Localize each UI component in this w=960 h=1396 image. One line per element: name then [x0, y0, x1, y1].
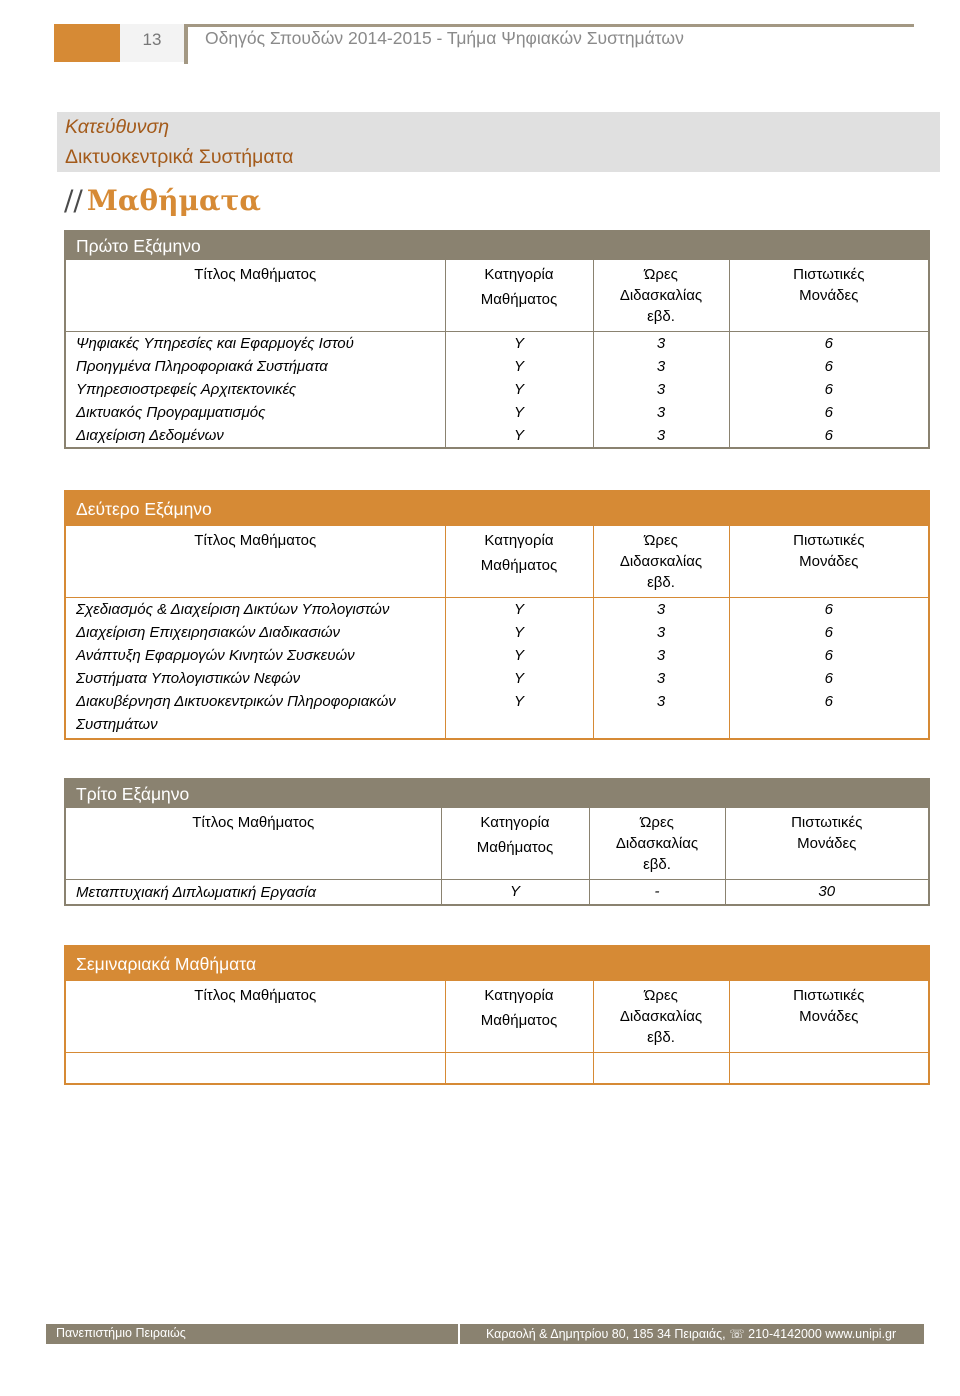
page-number: 13	[120, 24, 184, 62]
course-credits: 6	[729, 598, 929, 622]
course-title: Υπηρεσιοστρεφείς Αρχιτεκτονικές	[76, 381, 297, 398]
course-category: Υ	[445, 644, 593, 667]
course-category: Υ	[445, 690, 593, 739]
course-hours: 3	[593, 621, 729, 644]
semester-title: Τρίτο Εξάμηνο	[65, 779, 929, 808]
heading-slashes: //	[64, 184, 83, 217]
document-title: Οδηγός Σπουδών 2014-2015 - Τμήμα Ψηφιακών Συστημάτων	[205, 28, 684, 48]
course-credits: 30	[725, 880, 929, 906]
direction-label: Κατεύθυνση	[65, 116, 170, 138]
table-row	[65, 690, 929, 739]
course-title: Ψηφιακές Υπηρεσίες και Εφαρμογές Ιστού	[76, 335, 354, 352]
course-credits: 6	[729, 332, 929, 356]
course-title: Σχεδιασμός & Διαχείριση Δικτύων Υπολογιστών	[76, 601, 390, 618]
table-row	[65, 598, 929, 622]
col-header-hours: Ώρες Διδασκαλίας εβδ.	[589, 808, 725, 880]
semester-title: Σεμιναριακά Μαθήματα	[65, 946, 929, 981]
col-header-category: Κατηγορία Μαθήματος	[445, 260, 593, 332]
table-row	[65, 355, 929, 378]
empty-row	[65, 1053, 929, 1085]
col-header-hours: Ώρες Διδασκαλίας εβδ.	[593, 981, 729, 1053]
col-header-credits: Πιστωτικές Μονάδες	[729, 260, 929, 332]
course-category: Υ	[445, 355, 593, 378]
footer-university: Πανεπιστήμιο Πειραιώς	[56, 1326, 186, 1340]
semester-table-2	[64, 490, 930, 740]
course-credits: 6	[729, 644, 929, 667]
col-header-credits: Πιστωτικές Μονάδες	[725, 808, 929, 880]
semester-table-3	[64, 778, 930, 906]
col-header-title: Τίτλος Μαθήματος	[65, 981, 445, 1053]
table-row	[65, 424, 929, 448]
heading-text: Μαθήματα	[86, 184, 261, 217]
course-credits: 6	[729, 667, 929, 690]
courses-heading	[64, 184, 261, 217]
course-hours: 3	[593, 690, 729, 739]
course-hours: 3	[593, 424, 729, 448]
course-hours: 3	[593, 378, 729, 401]
course-category: Υ	[445, 667, 593, 690]
table-row	[65, 401, 929, 424]
col-header-hours: Ώρες Διδασκαλίας εβδ.	[593, 260, 729, 332]
course-hours: 3	[593, 644, 729, 667]
col-header-category: Κατηγορία Μαθήματος	[441, 808, 589, 880]
course-hours: 3	[593, 598, 729, 622]
direction-box	[57, 112, 940, 172]
course-title: Συστήματα Υπολογιστικών Νεφών	[76, 670, 301, 687]
course-credits: 6	[729, 378, 929, 401]
course-title: Προηγμένα Πληροφοριακά Συστήματα	[76, 358, 328, 375]
header-accent-block	[54, 24, 120, 62]
semester-table-4	[64, 945, 930, 1085]
col-header-credits: Πιστωτικές Μονάδες	[729, 981, 929, 1053]
course-credits: 6	[729, 355, 929, 378]
semester-table-1	[64, 230, 930, 449]
course-title: Ανάπτυξη Εφαρμογών Κινητών Συσκευών	[76, 647, 355, 664]
course-category: Υ	[445, 401, 593, 424]
course-title: Διαχείριση Επιχειρησιακών Διαδικασιών	[76, 624, 341, 641]
footer-divider	[458, 1324, 460, 1344]
table-row	[65, 644, 929, 667]
table-row	[65, 332, 929, 356]
course-title: Διαχείριση Δεδομένων	[76, 427, 224, 444]
course-credits: 6	[729, 424, 929, 448]
col-header-title: Τίτλος Μαθήματος	[65, 808, 441, 880]
course-title: Δικτυακός Προγραμματισμός	[76, 404, 266, 421]
col-header-category: Κατηγορία Μαθήματος	[445, 526, 593, 598]
header-rule	[188, 24, 914, 27]
course-credits: 6	[729, 621, 929, 644]
course-title: Διακυβέρνηση Δικτυοκεντρικών Πληροφοριακών Συστημάτων	[76, 693, 396, 733]
col-header-hours: Ώρες Διδασκαλίας εβδ.	[593, 526, 729, 598]
course-category: Υ	[445, 378, 593, 401]
footer-bar	[46, 1324, 924, 1344]
course-hours: 3	[593, 332, 729, 356]
semester-title: Δεύτερο Εξάμηνο	[65, 491, 929, 526]
course-credits: 6	[729, 401, 929, 424]
table-row	[65, 378, 929, 401]
course-credits: 6	[729, 690, 929, 739]
course-category: Υ	[441, 880, 589, 906]
course-category: Υ	[445, 332, 593, 356]
header-divider	[184, 24, 188, 64]
semester-title: Πρώτο Εξάμηνο	[65, 231, 929, 260]
course-hours: -	[589, 880, 725, 906]
table-row	[65, 621, 929, 644]
col-header-title: Τίτλος Μαθήματος	[65, 526, 445, 598]
course-hours: 3	[593, 355, 729, 378]
col-header-title: Τίτλος Μαθήματος	[65, 260, 445, 332]
direction-name: Δικτυοκεντρικά Συστήματα	[65, 146, 294, 168]
col-header-category: Κατηγορία Μαθήματος	[445, 981, 593, 1053]
course-title: Μεταπτυχιακή Διπλωματική Εργασία	[76, 884, 317, 901]
table-row	[65, 880, 929, 906]
footer-contact: Καραολή & Δημητρίου 80, 185 34 Πειραιάς, ☏ 210-4142000 www.unipi.gr	[486, 1327, 897, 1341]
course-category: Υ	[445, 621, 593, 644]
course-category: Υ	[445, 598, 593, 622]
course-category: Υ	[445, 424, 593, 448]
col-header-credits: Πιστωτικές Μονάδες	[729, 526, 929, 598]
course-hours: 3	[593, 667, 729, 690]
course-hours: 3	[593, 401, 729, 424]
table-row	[65, 667, 929, 690]
